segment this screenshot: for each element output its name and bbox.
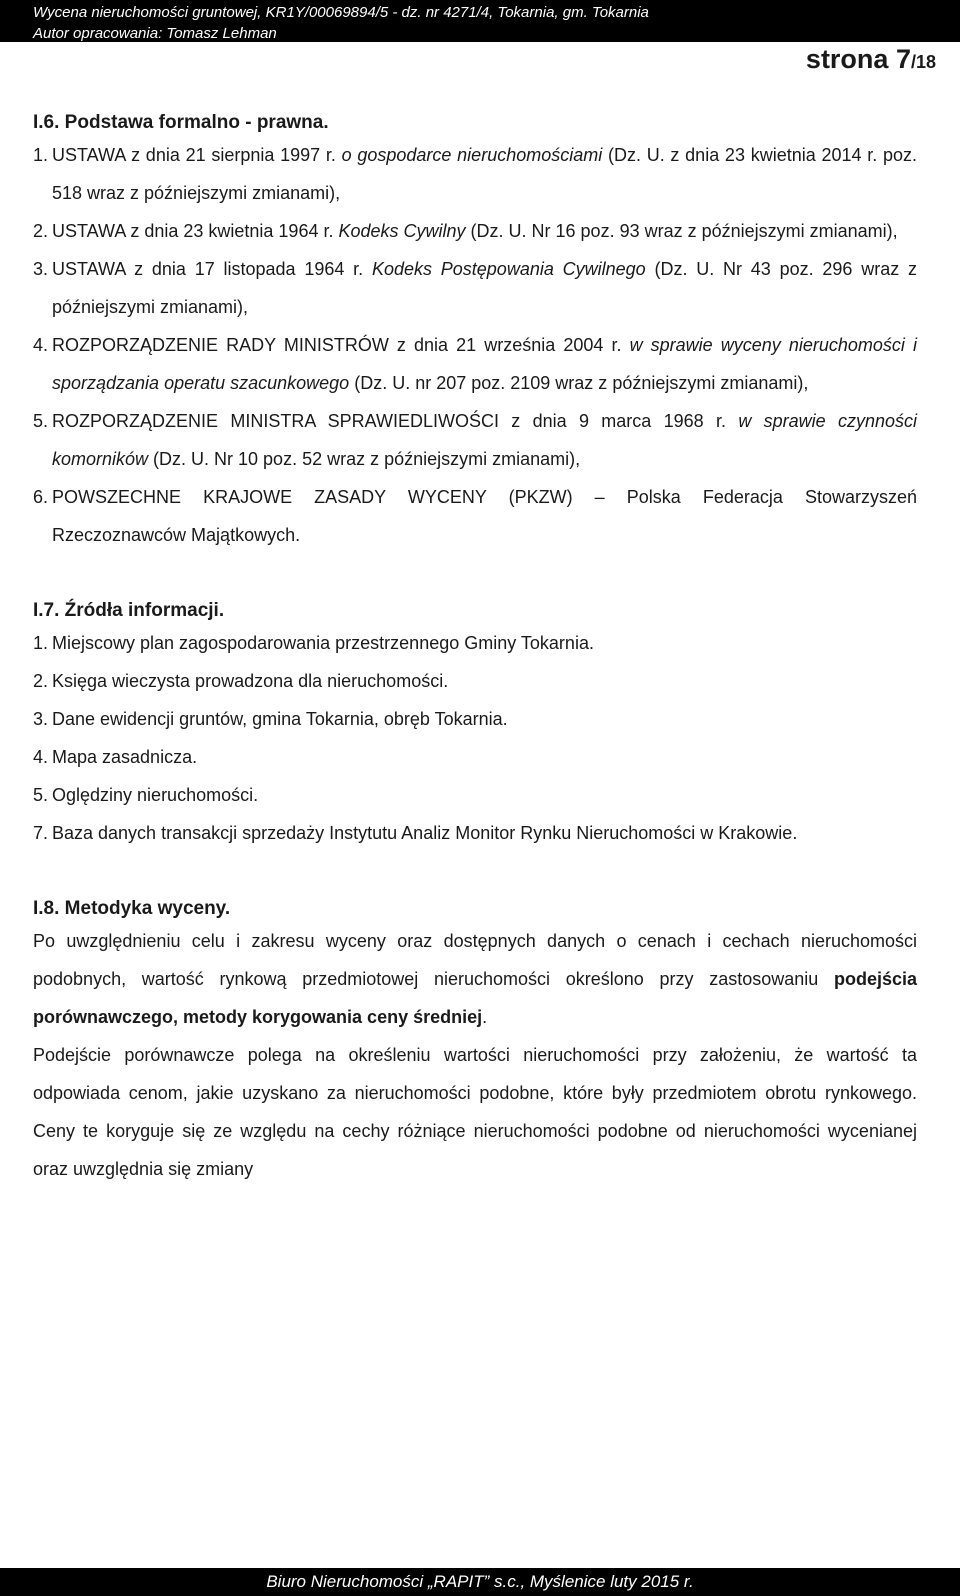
item-text: Dane ewidencji gruntów, gmina Tokarnia, obręb Tokarnia. (52, 709, 508, 729)
item-text: Miejscowy plan zagospodarowania przestrzennego Gminy Tokarnia. (52, 633, 594, 653)
legal-basis-list (33, 136, 917, 554)
list-item (33, 250, 917, 326)
item-text: Oględziny nieruchomości. (52, 785, 259, 805)
list-item (33, 402, 917, 478)
list-item (33, 478, 917, 554)
item-number: 1. (33, 145, 49, 165)
item-text: USTAWA z dnia 17 listopada 1964 r. (52, 259, 372, 279)
section-title-legal-basis: I.6. Podstawa formalno - prawna. (33, 112, 329, 133)
header-title: Wycena nieruchomości gruntowej, KR1Y/00069894/5 - dz. nr 4271/4, Tokarnia, gm. Tokarnia (33, 4, 649, 21)
item-number: 2. (33, 671, 49, 691)
page-total: /18 (910, 52, 936, 72)
section-title-sources: I.7. Źródła informacji. (33, 600, 225, 621)
list-item (33, 662, 917, 700)
methodology-paragraph-1 (33, 922, 917, 1036)
item-number: 7. (33, 823, 49, 843)
list-item (33, 738, 917, 776)
item-title: w sprawie czynności komorników (52, 411, 917, 469)
item-reference: (Dz. U. z dnia 23 kwietnia 2014 r. poz. 518 wraz z późniejszymi zmianami), (52, 145, 917, 203)
item-text: ROZPORZĄDZENIE MINISTRA SPRAWIEDLIWOŚCI z dnia 9 marca 1968 r. (52, 411, 739, 431)
paragraph-end: . (482, 1007, 488, 1027)
item-text: Księga wieczysta prowadzona dla nieruchomości. (52, 671, 449, 691)
item-text: USTAWA z dnia 23 kwietnia 1964 r. (52, 221, 339, 241)
item-text: Baza danych transakcji sprzedaży Instytutu Analiz Monitor Rynku Nieruchomości w Krakowie. (52, 823, 798, 843)
list-item (33, 814, 917, 852)
item-number: 2. (33, 221, 49, 241)
section-title-methodology: I.8. Metodyka wyceny. (33, 898, 231, 919)
list-item (33, 776, 917, 814)
paragraph-text: Po uwzględnieniu celu i zakresu wyceny oraz dostępnych danych o cenach i cechach nieruchomości podobnych, wartość rynkową przedmiotowej nieruchomości określono przy zastosowaniu (33, 931, 917, 989)
item-number: 6. (33, 487, 49, 507)
item-text: POWSZECHNE KRAJOWE ZASADY WYCENY (PKZW) – Polska Federacja Stowarzyszeń Rzeczoznawców Majątkowych. (52, 487, 917, 545)
list-item (33, 624, 917, 662)
item-title: Kodeks Cywilny (338, 221, 466, 241)
item-text: USTAWA z dnia 21 sierpnia 1997 r. (52, 145, 342, 165)
item-number: 5. (33, 411, 49, 431)
paragraph-emphasis: podejścia porównawczego, metody korygowania ceny średniej (33, 969, 917, 1027)
item-text: Mapa zasadnicza. (52, 747, 198, 767)
list-item (33, 700, 917, 738)
item-number: 4. (33, 747, 49, 767)
document-body (33, 110, 917, 1188)
page-number (806, 44, 936, 75)
list-item (33, 212, 917, 250)
item-number: 5. (33, 785, 49, 805)
methodology-paragraph-2: Podejście porównawcze polega na określeniu wartości nieruchomości przy założeniu, że wartość ta odpowiada cenom, jakie uzyskano za nieruchomości podobne, które były przedmiotem obrotu rynkowego. Ceny te koryguje się ze względu na cechy różniące nieruchomości podobne od nieruchomości wycenianej oraz uwzględnia się zmiany (33, 1045, 917, 1179)
item-number: 3. (33, 259, 49, 279)
item-reference: (Dz. U. Nr 43 poz. 296 wraz z późniejszymi zmianami), (52, 259, 917, 317)
item-text: ROZPORZĄDZENIE RADY MINISTRÓW z dnia 21 września 2004 r. (52, 335, 630, 355)
item-title: o gospodarce nieruchomościami (341, 145, 603, 165)
page-header (0, 0, 960, 42)
list-item (33, 136, 917, 212)
item-number: 1. (33, 633, 49, 653)
page-footer: Biuro Nieruchomości „RAPIT” s.c., Myślenice luty 2015 r. (0, 1568, 960, 1596)
item-title: Kodeks Postępowania Cywilnego (371, 259, 646, 279)
item-reference: (Dz. U. nr 207 poz. 2109 wraz z późniejszymi zmianami), (349, 373, 809, 393)
item-number: 3. (33, 709, 49, 729)
item-reference: (Dz. U. Nr 10 poz. 52 wraz z późniejszymi zmianami), (148, 449, 581, 469)
item-number: 4. (33, 335, 49, 355)
list-item (33, 326, 917, 402)
page-label: strona 7 (805, 44, 911, 74)
item-title: w sprawie wyceny nieruchomości i sporządzania operatu szacunkowego (52, 335, 917, 393)
header-author: Autor opracowania: Tomasz Lehman (33, 25, 277, 42)
sources-list (33, 624, 917, 852)
item-reference: (Dz. U. Nr 16 poz. 93 wraz z późniejszymi zmianami), (465, 221, 898, 241)
